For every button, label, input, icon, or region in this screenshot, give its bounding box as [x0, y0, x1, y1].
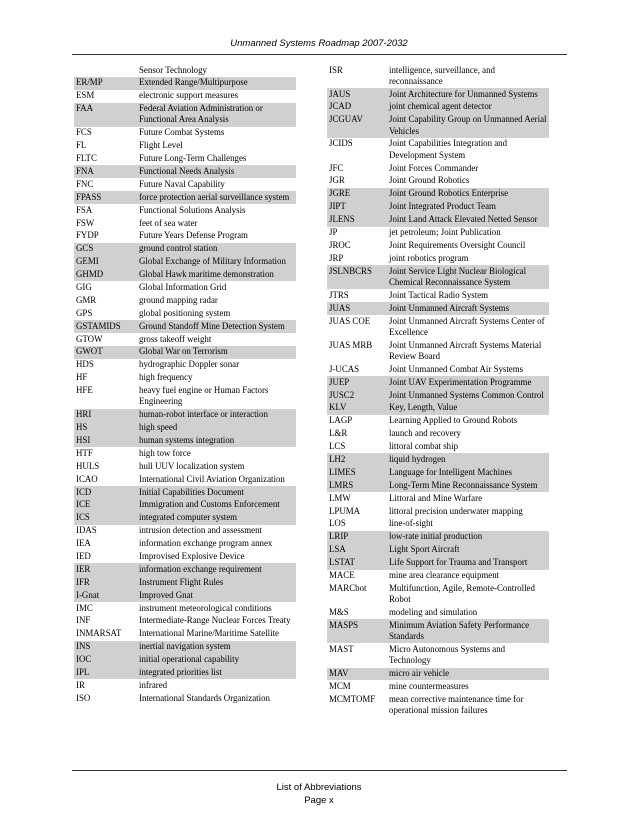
abbreviation-definition: intelligence, surveillance, and reconnaissance [389, 64, 495, 86]
page-number: Page x [304, 794, 334, 806]
abbreviation-row [327, 643, 549, 667]
abbreviation-term: JUAS MRB [329, 339, 373, 350]
abbreviation-term: M&S [329, 606, 349, 617]
abbreviation-term: IEA [76, 538, 91, 549]
abbreviation-definition: heavy fuel engine or Human Factors Engineering [139, 385, 269, 407]
abbreviation-definition: ground control station [139, 243, 218, 254]
abbreviation-row [327, 466, 549, 479]
abbreviation-row [74, 385, 296, 409]
abbreviation-row [74, 77, 296, 90]
abbreviation-row [74, 333, 296, 346]
abbreviation-term: MACE [329, 570, 355, 580]
abbreviation-definition: Instrument Flight Rules [139, 576, 224, 587]
abbreviation-row [74, 178, 296, 191]
abbreviation-row [327, 315, 549, 339]
abbreviation-row [74, 434, 296, 447]
abbreviation-row [327, 64, 549, 88]
abbreviation-row [74, 460, 296, 473]
abbreviation-term: LRIP [329, 531, 349, 542]
abbreviation-row [74, 90, 296, 103]
abbreviation-definition: Joint Land Attack Elevated Netted Sensor [389, 214, 538, 225]
abbreviation-term: HDS [76, 359, 94, 370]
abbreviation-row [74, 525, 296, 538]
abbreviation-term: ER/MP [76, 77, 103, 88]
abbreviation-row [327, 214, 549, 227]
abbreviation-term: JAUS [329, 88, 351, 99]
abbreviation-term: ICS [76, 512, 90, 523]
abbreviation-term: LOS [329, 518, 346, 529]
abbreviation-definition: Improved Gnat [139, 589, 193, 600]
abbreviation-row [74, 679, 296, 692]
abbreviation-definition: International Standards Organization [139, 692, 270, 703]
abbreviations-left-column [74, 64, 296, 705]
abbreviation-definition: Sensor Technology [139, 64, 207, 75]
abbreviation-row [74, 64, 296, 77]
abbreviation-term: INS [76, 641, 91, 652]
abbreviation-term: JGR [329, 175, 345, 186]
abbreviation-definition: global positioning system [139, 307, 231, 318]
abbreviation-term: FLTC [76, 153, 97, 164]
abbreviation-definition: mine countermeasures [389, 680, 469, 691]
abbreviation-term: JIPT [329, 201, 346, 212]
abbreviation-definition: micro air vehicle [389, 668, 450, 679]
abbreviation-row [74, 589, 296, 602]
abbreviation-row [74, 243, 296, 256]
abbreviation-row [327, 441, 549, 454]
abbreviation-row [74, 602, 296, 615]
abbreviation-row [74, 512, 296, 525]
abbreviation-definition: gross takeoff weight [139, 333, 212, 344]
abbreviation-row [327, 101, 549, 114]
abbreviation-definition: integrated priorities list [139, 666, 222, 677]
abbreviation-term: MASPS [329, 619, 359, 630]
abbreviation-row [327, 680, 549, 693]
abbreviation-definition: Functional Needs Analysis [139, 165, 235, 176]
abbreviation-definition: Micro Autonomous Systems and Technology [389, 643, 506, 666]
abbreviation-row [327, 402, 549, 415]
abbreviation-row [74, 654, 296, 667]
abbreviation-term: GPS [76, 307, 93, 318]
abbreviation-term: ICD [76, 486, 92, 497]
abbreviation-definition: Joint Forces Commander [389, 162, 479, 173]
abbreviation-row [74, 165, 296, 178]
abbreviation-definition: human-robot interface or interaction [139, 409, 268, 420]
abbreviation-row [327, 201, 549, 214]
abbreviation-term: IOC [76, 654, 92, 665]
abbreviation-row [327, 302, 549, 315]
abbreviation-row [74, 191, 296, 204]
abbreviation-definition: liquid hydrogen [389, 453, 446, 464]
abbreviation-row [327, 453, 549, 466]
abbreviation-definition: Federal Aviation Administration or Functional Area Analysis [139, 103, 263, 125]
abbreviation-term: HTF [76, 447, 93, 458]
abbreviation-term: MARCbot [329, 582, 367, 593]
abbreviation-definition: Improvised Explosive Device [139, 550, 245, 561]
abbreviation-row [74, 499, 296, 512]
abbreviation-definition: information exchange requirement [139, 563, 262, 574]
abbreviation-definition: ground mapping radar [139, 294, 218, 305]
abbreviation-row [74, 409, 296, 422]
abbreviation-term: MCMTOMF [329, 693, 376, 704]
abbreviation-definition: hull UUV localization system [139, 460, 245, 471]
abbreviation-definition: Joint Tactical Radio System [389, 289, 489, 300]
abbreviation-definition: mine area clearance equipment [389, 570, 500, 580]
abbreviation-term: GMR [76, 294, 97, 305]
abbreviation-row [327, 289, 549, 302]
abbreviation-definition: modeling and simulation [389, 606, 478, 617]
abbreviation-definition: infrared [139, 679, 168, 690]
abbreviation-definition: Joint Unmanned Combat Air Systems [389, 363, 524, 374]
abbreviation-row [74, 294, 296, 307]
abbreviation-row [74, 641, 296, 654]
abbreviation-term: FPASS [76, 191, 102, 202]
abbreviation-definition: intrusion detection and assessment [139, 525, 262, 536]
abbreviation-definition: high frequency [139, 372, 193, 383]
abbreviation-definition: Intermediate-Range Nuclear Forces Treaty [139, 615, 291, 626]
abbreviation-definition: littoral precision underwater mapping [389, 505, 523, 516]
abbreviation-definition: Future Combat Systems [139, 127, 225, 138]
abbreviation-term: J-UCAS [329, 363, 360, 374]
abbreviation-row [74, 422, 296, 435]
abbreviation-term: ISO [76, 692, 91, 703]
abbreviation-definition: Global Exchange of Military Information [139, 256, 286, 267]
abbreviation-term: INF [76, 615, 91, 626]
abbreviation-row [327, 557, 549, 570]
abbreviation-row [327, 606, 549, 619]
abbreviation-definition: Light Sport Aircraft [389, 544, 460, 555]
abbreviation-term: JTRS [329, 289, 349, 300]
abbreviation-definition: electronic support measures [139, 90, 239, 101]
abbreviation-definition: Functional Solutions Analysis [139, 204, 246, 215]
abbreviation-definition: low-rate initial production [389, 531, 483, 542]
abbreviation-row [327, 544, 549, 557]
abbreviation-term: HS [76, 422, 88, 433]
abbreviation-definition: Long-Term Mine Reconnaissance System [389, 479, 538, 490]
abbreviation-definition: jet petroleum; Joint Publication [389, 227, 501, 238]
abbreviation-term: GIG [76, 281, 92, 292]
abbreviation-row [327, 389, 549, 402]
abbreviation-row [327, 138, 549, 162]
abbreviation-row [327, 531, 549, 544]
abbreviation-row [74, 538, 296, 551]
abbreviation-row [74, 692, 296, 705]
abbreviation-row [327, 518, 549, 531]
abbreviation-row [327, 492, 549, 505]
abbreviation-term: IER [76, 563, 91, 574]
abbreviation-row [74, 615, 296, 628]
abbreviation-term: FYDP [76, 230, 99, 241]
abbreviation-definition: Minimum Aviation Safety Performance Standards [389, 619, 530, 642]
abbreviation-term: JFC [329, 162, 344, 173]
abbreviation-term: JROC [329, 239, 351, 250]
abbreviation-definition: Initial Capabilities Document [139, 486, 244, 497]
abbreviation-term: JUAS COE [329, 315, 371, 326]
page-footer [0, 782, 638, 807]
abbreviation-term: GTOW [76, 333, 103, 344]
abbreviation-row [327, 252, 549, 265]
abbreviations-right-column [327, 64, 549, 717]
abbreviation-row [74, 563, 296, 576]
abbreviation-definition: Littoral and Mine Warfare [389, 492, 483, 503]
abbreviation-definition: Joint Unmanned Systems Common Control [389, 389, 544, 400]
abbreviation-definition: Language for Intelligent Machines [389, 466, 512, 477]
abbreviation-definition: Joint Unmanned Aircraft Systems [389, 302, 510, 313]
abbreviation-row [327, 479, 549, 492]
header-rule [72, 54, 567, 55]
abbreviation-row [74, 204, 296, 217]
abbreviation-row [74, 359, 296, 372]
abbreviation-definition: initial operational capability [139, 654, 240, 665]
abbreviation-term: GCS [76, 243, 94, 254]
abbreviation-term: HSI [76, 434, 91, 445]
abbreviation-term: HFE [76, 385, 93, 396]
abbreviation-row [74, 473, 296, 486]
abbreviation-row [74, 576, 296, 589]
abbreviation-definition: Joint Capabilities Integration and Development System [389, 138, 508, 160]
abbreviation-row [327, 376, 549, 389]
abbreviation-definition: Global Information Grid [139, 281, 227, 292]
abbreviation-definition: Multifunction, Agile, Remote-Controlled Robot [389, 582, 535, 605]
abbreviation-term: IMC [76, 602, 93, 613]
abbreviation-row [327, 188, 549, 201]
abbreviation-term: LPUMA [329, 505, 361, 516]
abbreviation-definition: inertial navigation system [139, 641, 231, 652]
abbreviation-definition: Joint Unmanned Aircraft Systems Center of Excellence [389, 315, 545, 337]
abbreviation-term: FNC [76, 178, 94, 189]
abbreviation-row [74, 140, 296, 153]
abbreviation-definition: littoral combat ship [389, 441, 459, 452]
abbreviation-term: JCAD [329, 101, 352, 112]
abbreviation-term: MAV [329, 668, 349, 679]
abbreviation-definition: force protection aerial surveillance system [139, 191, 290, 202]
abbreviation-definition: feet of sea water [139, 217, 198, 228]
abbreviation-term: IR [76, 679, 85, 690]
abbreviation-row [74, 372, 296, 385]
abbreviation-term: FNA [76, 165, 94, 176]
abbreviation-definition: Future Long-Term Challenges [139, 153, 247, 164]
abbreviation-row [327, 505, 549, 518]
footer-rule [72, 770, 567, 771]
abbreviation-term: I-Gnat [76, 589, 100, 600]
abbreviation-term: JCGUAV [329, 114, 363, 125]
abbreviation-term: FSA [76, 204, 93, 215]
abbreviation-term: IPL [76, 666, 90, 677]
abbreviation-term: GSTAMIDS [76, 320, 121, 331]
abbreviation-row [327, 265, 549, 289]
abbreviation-term: GEMI [76, 256, 99, 267]
abbreviation-definition: Future Naval Capability [139, 178, 225, 189]
abbreviation-term: LAGP [329, 415, 353, 426]
abbreviation-definition: joint chemical agent detector [389, 101, 492, 112]
abbreviation-term: JRP [329, 252, 344, 263]
abbreviation-term: ICAO [76, 473, 98, 484]
abbreviation-term: HF [76, 372, 88, 383]
abbreviation-row [327, 619, 549, 643]
abbreviation-definition: Joint Ground Robotics [389, 175, 470, 186]
abbreviation-term: JSLNBCRS [329, 265, 372, 276]
abbreviation-term: FSW [76, 217, 95, 228]
abbreviation-row [327, 582, 549, 606]
abbreviation-term: HULS [76, 460, 100, 471]
abbreviation-term: ESM [76, 90, 95, 101]
abbreviation-definition: human systems integration [139, 434, 235, 445]
abbreviation-row [74, 217, 296, 230]
abbreviation-definition: Joint UAV Experimentation Programme [389, 376, 532, 387]
abbreviation-definition: Future Years Defense Program [139, 230, 248, 241]
abbreviation-definition: Joint Service Light Nuclear Biological Chemical Reconnaissance System [389, 265, 527, 287]
abbreviation-definition: Immigration and Customs Enforcement [139, 499, 280, 510]
abbreviation-row [327, 415, 549, 428]
abbreviation-term: MAST [329, 643, 354, 654]
abbreviation-row [74, 269, 296, 282]
abbreviation-term: GHMD [76, 269, 104, 280]
abbreviation-term: FCS [76, 127, 92, 138]
abbreviation-term: LMW [329, 492, 351, 503]
abbreviation-term: JUEP [329, 376, 350, 387]
abbreviation-row [327, 693, 549, 717]
abbreviation-row [74, 230, 296, 243]
abbreviation-definition: Extended Range/Multipurpose [139, 77, 248, 88]
abbreviation-row [74, 666, 296, 679]
abbreviation-definition: Learning Applied to Ground Robots [389, 415, 518, 426]
abbreviation-row [327, 162, 549, 175]
abbreviation-row [327, 114, 549, 138]
abbreviation-row [327, 570, 549, 583]
abbreviation-row [327, 363, 549, 376]
abbreviation-term: LCS [329, 441, 346, 452]
abbreviation-term: JUSC2 [329, 389, 355, 400]
abbreviation-definition: Global Hawk maritime demonstration [139, 269, 274, 280]
abbreviation-row [74, 550, 296, 563]
footer-section-title: List of Abbreviations [276, 782, 362, 793]
abbreviation-row [327, 339, 549, 363]
abbreviation-definition: Key, Length, Value [389, 402, 458, 413]
abbreviation-definition: Joint Integrated Product Team [389, 201, 496, 212]
abbreviation-row [74, 256, 296, 269]
abbreviation-definition: Flight Level [139, 140, 183, 151]
abbreviation-definition: launch and recovery [389, 428, 461, 439]
abbreviation-definition: hydrographic Doppler sonar [139, 359, 240, 370]
abbreviation-definition: high speed [139, 422, 178, 433]
abbreviation-term: FL [76, 140, 87, 151]
abbreviation-definition: high tow force [139, 447, 191, 458]
abbreviation-row [74, 127, 296, 140]
abbreviation-row [327, 227, 549, 240]
abbreviation-definition: Joint Unmanned Aircraft Systems Material Review Board [389, 339, 542, 361]
abbreviation-row [327, 239, 549, 252]
abbreviation-definition: Joint Architecture for Unmanned Systems [389, 88, 538, 99]
abbreviation-definition: Life Support for Trauma and Transport [389, 557, 528, 568]
abbreviation-definition: International Civil Aviation Organization [139, 473, 285, 484]
running-header: Unmanned Systems Roadmap 2007-2032 [230, 38, 408, 49]
abbreviation-definition: instrument meteorological conditions [139, 602, 272, 613]
abbreviation-term [74, 65, 139, 76]
abbreviation-definition: Ground Standoff Mine Detection System [139, 320, 285, 331]
abbreviation-term: LMRS [329, 479, 354, 490]
abbreviation-row [74, 153, 296, 166]
abbreviation-row [74, 281, 296, 294]
abbreviation-term: LIMES [329, 466, 356, 477]
abbreviation-definition: mean corrective maintenance time for operational mission failures [389, 693, 524, 716]
abbreviation-definition: Global War on Terrorism [139, 346, 228, 357]
abbreviation-term: JCIDS [329, 138, 353, 149]
abbreviation-definition: Joint Capability Group on Unmanned Aerial Vehicles [389, 114, 547, 136]
abbreviation-row [327, 668, 549, 681]
abbreviation-term: JUAS [329, 302, 351, 313]
abbreviation-row [327, 428, 549, 441]
abbreviation-term: KLV [329, 402, 347, 413]
abbreviation-definition: International Marine/Maritime Satellite [139, 628, 279, 639]
abbreviation-row [327, 88, 549, 101]
abbreviation-row [74, 103, 296, 127]
abbreviation-definition: information exchange program annex [139, 538, 273, 549]
abbreviation-term: FAA [76, 103, 94, 114]
abbreviation-row [74, 346, 296, 359]
abbreviation-definition: Joint Requirements Oversight Council [389, 239, 526, 250]
abbreviation-term: HRI [76, 409, 92, 420]
abbreviation-term: LSA [329, 544, 346, 555]
abbreviation-term: IED [76, 550, 91, 561]
abbreviation-term: IDAS [76, 525, 97, 536]
abbreviation-row [74, 486, 296, 499]
abbreviation-row [74, 628, 296, 641]
abbreviation-row [74, 447, 296, 460]
abbreviation-term: IFR [76, 576, 90, 587]
abbreviation-row [74, 307, 296, 320]
abbreviation-row [74, 320, 296, 333]
abbreviation-term: JP [329, 227, 338, 238]
abbreviation-term: JLENS [329, 214, 355, 225]
abbreviation-term: GWOT [76, 346, 103, 357]
abbreviation-definition: joint robotics program [389, 252, 469, 263]
abbreviation-term: L&R [329, 428, 348, 439]
abbreviation-term: LSTAT [329, 557, 355, 568]
abbreviation-row [327, 175, 549, 188]
abbreviation-term: LH2 [329, 453, 346, 464]
abbreviation-term: MCM [329, 680, 351, 691]
abbreviation-term: ICE [76, 499, 91, 510]
abbreviation-definition: Joint Ground Robotics Enterprise [389, 188, 509, 199]
abbreviation-definition: line-of-sight [389, 518, 433, 529]
abbreviation-term: INMARSAT [76, 628, 122, 639]
abbreviation-definition: integrated computer system [139, 512, 238, 523]
abbreviation-term: JGRE [329, 188, 351, 199]
abbreviation-term: ISR [329, 64, 343, 75]
